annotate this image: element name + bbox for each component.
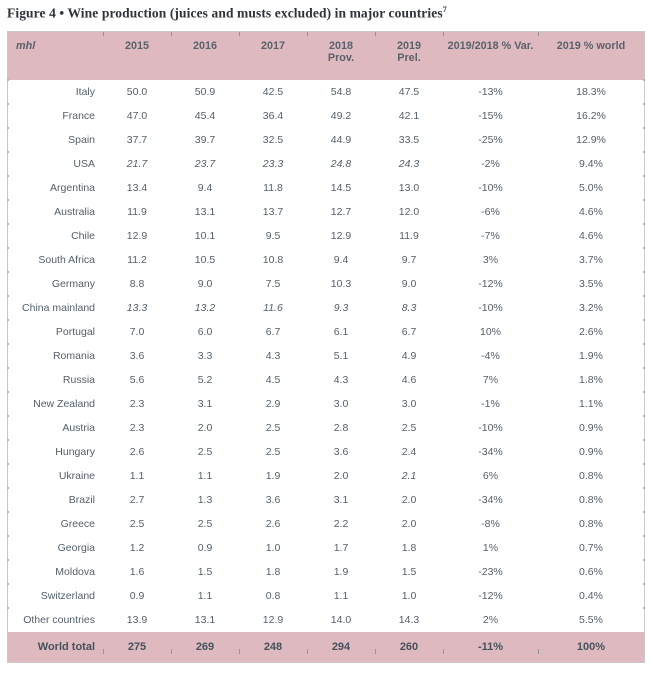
country-label: China mainland xyxy=(22,301,95,314)
value-cell: -25% xyxy=(478,133,503,146)
value-cell: -2% xyxy=(481,157,500,170)
country-label: Spain xyxy=(68,133,95,146)
value-cell: 10.5 xyxy=(194,253,216,266)
value-cell: 0.4% xyxy=(579,589,603,602)
country-label: Australia xyxy=(54,205,95,218)
value-cell: 2.5 xyxy=(265,421,281,434)
value-cell: 2.0 xyxy=(333,469,349,482)
value-cell: 1.0 xyxy=(265,541,281,554)
table-row xyxy=(8,536,644,560)
value-cell: 12.9% xyxy=(576,133,606,146)
country-label: Italy xyxy=(75,85,95,98)
value-cell: 0.6% xyxy=(579,565,603,578)
table-row xyxy=(8,488,644,512)
value-cell: 16.2% xyxy=(576,109,606,122)
table-row xyxy=(8,128,644,152)
table-row xyxy=(8,608,644,632)
world-total-2017: 248 xyxy=(239,641,307,653)
table-row xyxy=(8,584,644,608)
value-cell: 2.0 xyxy=(197,421,213,434)
table-row xyxy=(8,344,644,368)
value-cell: 0.9 xyxy=(129,589,145,602)
value-cell: 4.6 xyxy=(401,373,417,386)
table-row xyxy=(8,464,644,488)
value-cell: 4.5 xyxy=(265,373,281,386)
value-cell: 9.3 xyxy=(333,301,349,314)
column-header-2016: 2016 xyxy=(171,40,239,52)
value-cell: 23.3 xyxy=(262,157,284,170)
value-cell: 12.0 xyxy=(398,205,420,218)
value-cell: 3% xyxy=(482,253,499,266)
value-cell: -4% xyxy=(481,349,500,362)
value-cell: 4.6% xyxy=(579,229,603,242)
value-cell: 1.9% xyxy=(579,349,603,362)
value-cell: 1.0 xyxy=(401,589,417,602)
value-cell: -1% xyxy=(481,397,500,410)
table-row xyxy=(8,272,644,296)
country-label: Hungary xyxy=(55,445,95,458)
value-cell: 4.6% xyxy=(579,205,603,218)
value-cell: 5.0% xyxy=(579,181,603,194)
value-cell: 12.9 xyxy=(126,229,148,242)
value-cell: 2.0 xyxy=(401,493,417,506)
value-cell: 5.1 xyxy=(333,349,349,362)
value-cell: 6.7 xyxy=(265,325,281,338)
country-label: Romania xyxy=(52,349,95,362)
value-cell: 14.0 xyxy=(330,613,352,626)
value-cell: 1.5 xyxy=(401,565,417,578)
value-cell: 1% xyxy=(482,541,499,554)
value-cell: 45.4 xyxy=(194,109,216,122)
world-total-2018: 294 xyxy=(307,641,375,653)
value-cell: -23% xyxy=(478,565,503,578)
table-row xyxy=(8,392,644,416)
value-cell: 1.7 xyxy=(333,541,349,554)
value-cell: 3.0 xyxy=(333,397,349,410)
value-cell: 1.8 xyxy=(401,541,417,554)
value-cell: 1.9 xyxy=(333,565,349,578)
table-row xyxy=(8,512,644,536)
table-body xyxy=(8,80,644,632)
value-cell: 4.9 xyxy=(401,349,417,362)
country-label: Portugal xyxy=(55,325,95,338)
value-cell: -12% xyxy=(478,277,503,290)
value-cell: 4.3 xyxy=(265,349,281,362)
wine-production-table xyxy=(7,31,645,663)
value-cell: 49.2 xyxy=(330,109,352,122)
value-cell: 9.0 xyxy=(401,277,417,290)
value-cell: 1.1 xyxy=(197,589,213,602)
country-label: Ukraine xyxy=(58,469,95,482)
value-cell: 12.9 xyxy=(330,229,352,242)
column-header-2019-line1: 2019 xyxy=(396,39,422,52)
value-cell: 3.3 xyxy=(197,349,213,362)
table-row xyxy=(8,176,644,200)
value-cell: 8.3 xyxy=(401,301,417,314)
value-cell: 5.2 xyxy=(197,373,213,386)
value-cell: 47.0 xyxy=(126,109,148,122)
country-label: New Zealand xyxy=(33,397,95,410)
column-header-2019-prel xyxy=(375,40,443,65)
value-cell: -10% xyxy=(478,181,503,194)
value-cell: 1.2 xyxy=(129,541,145,554)
value-cell: 1.3 xyxy=(197,493,213,506)
value-cell: 13.1 xyxy=(194,205,216,218)
value-cell: 10% xyxy=(479,325,501,338)
value-cell: 2.3 xyxy=(129,421,145,434)
value-cell: 2.8 xyxy=(333,421,349,434)
value-cell: -10% xyxy=(478,301,503,314)
value-cell: 1.1 xyxy=(197,469,213,482)
value-cell: 1.1% xyxy=(579,397,603,410)
value-cell: 39.7 xyxy=(194,133,216,146)
value-cell: 1.8% xyxy=(579,373,603,386)
value-cell: 3.6 xyxy=(333,445,349,458)
value-cell: 2.6 xyxy=(129,445,145,458)
country-label: Switzerland xyxy=(40,589,95,602)
value-cell: 7.0 xyxy=(129,325,145,338)
country-label: Greece xyxy=(60,517,95,530)
value-cell: 0.7% xyxy=(579,541,603,554)
figure-title xyxy=(0,0,650,31)
value-cell: 1.1 xyxy=(129,469,145,482)
value-cell: 1.5 xyxy=(197,565,213,578)
value-cell: 10.1 xyxy=(194,229,216,242)
country-label: Chile xyxy=(71,229,95,242)
value-cell: -34% xyxy=(478,445,503,458)
value-cell: 1.6 xyxy=(129,565,145,578)
column-header-2017: 2017 xyxy=(239,40,307,52)
value-cell: 24.3 xyxy=(398,157,420,170)
value-cell: 3.0 xyxy=(401,397,417,410)
value-cell: 2.3 xyxy=(129,397,145,410)
column-header-variation: 2019/2018 % Var. xyxy=(443,40,538,52)
value-cell: 3.1 xyxy=(197,397,213,410)
value-cell: 0.8% xyxy=(579,493,603,506)
value-cell: 9.4 xyxy=(333,253,349,266)
table-row xyxy=(8,416,644,440)
value-cell: 2.5 xyxy=(129,517,145,530)
value-cell: 6.7 xyxy=(401,325,417,338)
value-cell: 2.0 xyxy=(401,517,417,530)
value-cell: -8% xyxy=(481,517,500,530)
value-cell: -13% xyxy=(478,85,503,98)
value-cell: 3.5% xyxy=(579,277,603,290)
world-total-world-share: 100% xyxy=(538,641,644,653)
country-label: Other countries xyxy=(23,613,95,626)
figure-title-text: Figure 4 • Wine production (juices and musts excluded) in major countries xyxy=(7,5,443,21)
world-total-2015: 275 xyxy=(103,641,171,653)
country-label: Georgia xyxy=(57,541,95,554)
value-cell: 0.8% xyxy=(579,517,603,530)
country-label: USA xyxy=(73,157,95,170)
value-cell: 8.8 xyxy=(129,277,145,290)
value-cell: 2.2 xyxy=(333,517,349,530)
column-header-2018-line1: 2018 xyxy=(328,39,354,52)
value-cell: 3.2% xyxy=(579,301,603,314)
value-cell: 7.5 xyxy=(265,277,281,290)
value-cell: 1.8 xyxy=(265,565,281,578)
value-cell: 5.5% xyxy=(579,613,603,626)
world-total-variation: -11% xyxy=(443,641,538,653)
value-cell: 42.5 xyxy=(262,85,284,98)
value-cell: 50.9 xyxy=(194,85,216,98)
table-row xyxy=(8,224,644,248)
value-cell: 2.5 xyxy=(401,421,417,434)
value-cell: 0.8% xyxy=(579,469,603,482)
table-row xyxy=(8,80,644,104)
table-row xyxy=(8,248,644,272)
table-row xyxy=(8,368,644,392)
value-cell: 5.6 xyxy=(129,373,145,386)
value-cell: 32.5 xyxy=(262,133,284,146)
table-row xyxy=(8,104,644,128)
value-cell: 33.5 xyxy=(398,133,420,146)
country-label: Russia xyxy=(62,373,95,386)
value-cell: 0.9% xyxy=(579,445,603,458)
value-cell: 24.8 xyxy=(330,157,352,170)
value-cell: 13.4 xyxy=(126,181,148,194)
value-cell: 42.1 xyxy=(398,109,420,122)
country-label: France xyxy=(62,109,95,122)
value-cell: -12% xyxy=(478,589,503,602)
value-cell: 2.6 xyxy=(265,517,281,530)
value-cell: 11.8 xyxy=(263,181,283,194)
value-cell: 7% xyxy=(482,373,499,386)
table-row xyxy=(8,320,644,344)
country-label: South Africa xyxy=(38,253,95,266)
value-cell: 0.9 xyxy=(197,541,213,554)
value-cell: 6.1 xyxy=(333,325,349,338)
column-header-2019-line2: Prel. xyxy=(397,51,421,64)
country-label: Brazil xyxy=(68,493,95,506)
value-cell: 12.9 xyxy=(262,613,284,626)
value-cell: 44.9 xyxy=(330,133,352,146)
value-cell: 12.7 xyxy=(330,205,352,218)
value-cell: 2.5 xyxy=(197,517,213,530)
column-header-2018-prov xyxy=(307,40,375,65)
value-cell: 0.9% xyxy=(579,421,603,434)
country-label: Moldova xyxy=(55,565,95,578)
value-cell: 13.7 xyxy=(262,205,284,218)
footnote-marker: 7 xyxy=(442,5,447,14)
table-header-row xyxy=(8,32,644,80)
value-cell: 10.8 xyxy=(262,253,284,266)
value-cell: 3.7% xyxy=(579,253,603,266)
value-cell: 14.3 xyxy=(398,613,420,626)
value-cell: 2% xyxy=(482,613,499,626)
value-cell: 47.5 xyxy=(398,85,420,98)
value-cell: 50.0 xyxy=(126,85,148,98)
value-cell: 18.3% xyxy=(576,85,606,98)
value-cell: 2.9 xyxy=(265,397,281,410)
value-cell: 2.6% xyxy=(579,325,603,338)
value-cell: -7% xyxy=(481,229,500,242)
value-cell: -15% xyxy=(478,109,503,122)
table-row xyxy=(8,200,644,224)
unit-header: mhl xyxy=(16,39,36,52)
world-total-2019: 260 xyxy=(375,641,443,653)
value-cell: 2.1 xyxy=(401,469,417,482)
value-cell: 3.6 xyxy=(129,349,145,362)
value-cell: -34% xyxy=(478,493,503,506)
world-total-row xyxy=(8,632,644,662)
value-cell: 1.9 xyxy=(265,469,281,482)
value-cell: 3.1 xyxy=(333,493,349,506)
table-row xyxy=(8,296,644,320)
value-cell: 2.5 xyxy=(265,445,281,458)
table-row xyxy=(8,440,644,464)
value-cell: 0.8 xyxy=(265,589,281,602)
value-cell: 37.7 xyxy=(126,133,148,146)
value-cell: 6% xyxy=(482,469,499,482)
value-cell: 9.0 xyxy=(197,277,213,290)
country-label: Argentina xyxy=(50,181,95,194)
world-total-2016: 269 xyxy=(171,641,239,653)
value-cell: 21.7 xyxy=(126,157,148,170)
column-header-2015: 2015 xyxy=(103,40,171,52)
value-cell: 11.9 xyxy=(399,229,419,242)
value-cell: 13.1 xyxy=(194,613,216,626)
value-cell: 11.9 xyxy=(127,205,147,218)
value-cell: 3.6 xyxy=(265,493,281,506)
value-cell: 13.3 xyxy=(126,301,148,314)
value-cell: 9.5 xyxy=(265,229,281,242)
value-cell: 10.3 xyxy=(330,277,352,290)
value-cell: 6.0 xyxy=(197,325,213,338)
table-row xyxy=(8,560,644,584)
column-header-2018-line2: Prov. xyxy=(327,51,355,64)
table-row xyxy=(8,152,644,176)
value-cell: -6% xyxy=(481,205,500,218)
value-cell: 9.7 xyxy=(401,253,417,266)
value-cell: 4.3 xyxy=(333,373,349,386)
value-cell: 13.2 xyxy=(194,301,216,314)
column-header-world-share: 2019 % world xyxy=(538,40,644,52)
value-cell: 54.8 xyxy=(330,85,352,98)
value-cell: 14.5 xyxy=(330,181,352,194)
value-cell: 2.5 xyxy=(197,445,213,458)
value-cell: -10% xyxy=(478,421,503,434)
value-cell: 9.4 xyxy=(197,181,213,194)
value-cell: 1.1 xyxy=(333,589,349,602)
country-label: Austria xyxy=(62,421,95,434)
value-cell: 23.7 xyxy=(194,157,216,170)
value-cell: 11.2 xyxy=(127,253,147,266)
value-cell: 11.6 xyxy=(263,301,283,314)
value-cell: 36.4 xyxy=(262,109,284,122)
value-cell: 2.7 xyxy=(129,493,145,506)
value-cell: 13.0 xyxy=(398,181,420,194)
country-label: Germany xyxy=(51,277,95,290)
world-total-label: World total xyxy=(37,640,95,653)
value-cell: 13.9 xyxy=(126,613,148,626)
value-cell: 2.4 xyxy=(401,445,417,458)
value-cell: 9.4% xyxy=(579,157,603,170)
